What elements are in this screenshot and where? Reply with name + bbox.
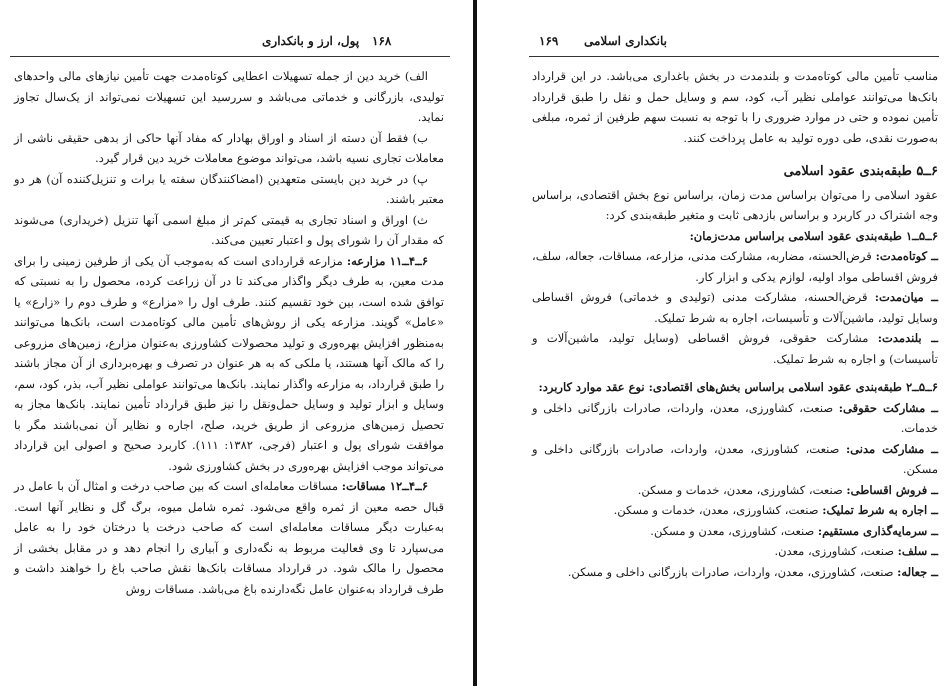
subheading-by-duration: ۶ــ۵ــ۱ طبقه‌بندی عقود اسلامی براساس مدت‌زمان:	[689, 228, 938, 243]
list-item-label: ــ اجاره به شرط تملیک:	[822, 503, 938, 517]
list-item	[532, 541, 938, 562]
right-page	[484, 0, 949, 686]
section-muzaraah	[14, 251, 444, 477]
list-item-label: ــ بلندمدت:	[877, 331, 938, 345]
left-page-number: ۱۶۸	[372, 34, 392, 48]
list-item-label: ــ جعاله:	[897, 564, 938, 579]
sector-list	[532, 398, 938, 583]
list-item-text: صنعت، کشاورزی، معدن، واردات، صادرات بازرگانی داخلی و خدمات.	[532, 400, 938, 435]
list-item-text: صنعت، کشاورزی، معدن و مسکن.	[650, 523, 818, 538]
paragraph-pe: پ) در خرید دین بایستی متعهدین (امضاکنندگان سفته یا برات و تنزیل‌کننده آن) هر دو معتبر باشند.	[14, 171, 444, 206]
right-header-rule	[529, 56, 939, 57]
list-item	[532, 287, 938, 328]
left-page-header	[0, 34, 462, 52]
left-page	[0, 0, 462, 686]
paragraph-be: ب) فقط آن دسته از اسناد و اوراق بهادار که مفاد آنها حاکی از بدهی حقیقی ناشی از معاملات تجاری نسیه باشد، می‌تواند موضوع معاملات خرید دین قرار گیرد.	[14, 130, 444, 165]
intro-paragraph: مناسب تأمین مالی کوتاه‌مدت و بلندمدت در بخش باغداری می‌باشد. در این قرارداد بانک‌ها می‌توانند عواملی نظیر آب، کود، سم و وسایل حمل و نقل را طبق قرارداد تأمین نموده و حتی در موارد ضروری را با توجه به نسبت سهم طرفین از ثمره، مبلغی به‌صورت نقدی، طی دوره تولید به عامل پرداخت کنند.	[532, 69, 938, 145]
list-item-text: صنعت، کشاورزی، معدن، خدمات و مسکن.	[637, 482, 847, 497]
right-page-number: ۱۶۹	[539, 34, 559, 48]
classification-intro: عقود اسلامی را می‌توان براساس مدت زمان، براساس نوع بخش اقتصادی، براساس وجه اشتراک در کاربرد و براساس بازدهی ثابت و متغیر طبقه‌بندی کرد:	[532, 187, 938, 222]
paragraph-alef: الف) خرید دین از جمله تسهیلات اعطایی کوتاه‌مدت جهت تأمین نیازهای مالی واحدهای تولیدی، بازرگانی و خدماتی می‌باشد و سررسید این تسهیلات نمی‌تواند از یک‌سال تجاوز نماید.	[14, 69, 444, 124]
list-item-text: صنعت، کشاورزی، معدن، واردات، صادرات بازرگانی داخلی و مسکن.	[567, 564, 898, 579]
left-header-rule	[10, 56, 450, 57]
list-item-text: مشارکت حقوقی، فروش اقساطی (وسایل تولید، ماشین‌آلات و تأسیسات) و اجاره به شرط تملیک.	[532, 331, 938, 366]
section-muzaraah-text: مزارعه قراردادی است که به‌موجب آن یکی از طرفین زمینی را برای مدت معین، به طرف دیگر واگذار می‌کند تا در آن زراعت کرده، محصول را به نسبتی که توافق شده است، بین خود تقسیم کنند. طرف اول را «مزارع» و طرف دوم را «زارع» یا «عامل» گویند. مزارعه یکی از روش‌های تأمین مالی کوتاه‌مدت است، بانک‌ها می‌توانند به‌منظور افزایش بهره‌وری و تولید محصولات کشاورزی به‌عنوان مزارع، زمین‌های مزروعی را که مالک آنها هستند، یا ملکی که به هر عنوان در تصرف و بهره‌برداری از آن مجاز باشند را طبق قرارداد، به مزارعه واگذار نمایند. بانک‌ها می‌توانند عواملی نظیر آب، بذر، کود، سم، وسایل و ابزار تولید و وسایل حمل‌ونقل را نیز طبق قرارداد تأمین نمایند. بانک‌ها مجاز به تحصیل زمین‌های مزروعی از طریق خرید، صلح، اجاره و نظایر آن نمی‌باشند مگر با موافقت شورای پول و اعتبار (فرجی، ۱۳۸۲: ۱۱۱). کاربرد صحیح و اصولی این قرارداد می‌تواند موجب افزایش بهره‌وری در بخش کشاورزی شود.	[14, 253, 444, 473]
list-item-text: صنعت، کشاورزی، معدن.	[774, 544, 898, 558]
list-item-label: ــ کوتاه‌مدت:	[875, 249, 939, 263]
list-item-text: صنعت، کشاورزی، معدن، واردات، صادرات بازرگانی داخلی و مسکن.	[532, 441, 938, 476]
list-item	[532, 521, 938, 542]
list-item	[532, 439, 938, 480]
book-gutter-divider	[473, 0, 477, 686]
section-heading-classification: ۶ــ۵ طبقه‌بندی عقود اسلامی	[783, 164, 938, 179]
list-item-label: ــ مشارکت مدنی:	[845, 441, 938, 456]
list-item-text: قرض‌الحسنه، مشارکت مدنی (تولیدی و خدماتی) فروش اقساطی وسایل تولید، ماشین‌آلات و تأسیسات، اجاره به شرط تملیک.	[532, 290, 938, 325]
section-musaqat-text: مساقات معامله‌ای است که بین صاحب درخت و امثال آن با عامل در قبال حصه معین از ثمره واقع می‌شود. ثمره شامل میوه، برگ گل و نظایر آنها است. به‌عبارت دیگر مساقات معامله‌ای است که صاحب درخت یا درختان خود را به عامل می‌سپارد تا وی فعالیت مربوط به نگه‌داری و آبیاری را انجام دهد و در مقابل بخشی از محصول را مالک شود. در قرارداد مساقات بانک‌ها نقش صاحب باغ را خواهند داشت و طرف قرارداد به‌عنوان عامل نگه‌دارنده باغ می‌باشد. مساقات روش	[14, 479, 444, 596]
right-page-header	[484, 34, 949, 52]
right-running-title: بانکداری اسلامی	[584, 34, 667, 48]
right-page-body	[532, 66, 938, 582]
list-item-label: ــ فروش اقساطی:	[846, 482, 938, 497]
list-item-label: ــ مشارکت حقوقی:	[838, 400, 938, 415]
list-item-text: صنعت، کشاورزی، معدن، خدمات و مسکن.	[613, 503, 823, 517]
list-item	[532, 398, 938, 439]
left-running-title: پول، ارز و بانکداری	[262, 34, 360, 48]
duration-list	[532, 246, 938, 369]
list-item-label: ــ میان‌مدت:	[874, 290, 938, 304]
left-page-body	[14, 66, 444, 599]
subheading-by-sector: ۶ــ۵ــ۲ طبقه‌بندی عقود اسلامی براساس بخش‌های اقتصادی: نوع عقد موارد کاربرد:	[538, 380, 938, 394]
list-item	[532, 562, 938, 583]
section-musaqat	[14, 476, 444, 599]
section-muzaraah-label: ۶ــ۴ــ۱۱ مزارعه:	[346, 253, 428, 268]
list-item-label: ــ سرمایه‌گذاری مستقیم:	[817, 523, 938, 538]
list-item	[532, 480, 938, 501]
list-item	[532, 328, 938, 369]
list-item	[532, 500, 938, 521]
list-item-label: ــ سلف:	[897, 544, 938, 558]
list-item	[532, 246, 938, 287]
paragraph-se: ث) اوراق و اسناد تجاری به قیمتی کم‌تر از مبلغ اسمی آنها تنزیل (خریداری) می‌شوند که مقدار آن را شورای پول و اعتبار تعیین می‌کند.	[14, 212, 444, 247]
list-item-text: قرض‌الحسنه، مضاربه، مشارکت مدنی، مزارعه، مساقات، جعاله، سلف، فروش اقساطی مواد اولیه، لوازم یدکی و ابزار کار.	[532, 249, 938, 284]
section-musaqat-label: ۶ــ۴ــ۱۲ مساقات:	[341, 479, 428, 493]
